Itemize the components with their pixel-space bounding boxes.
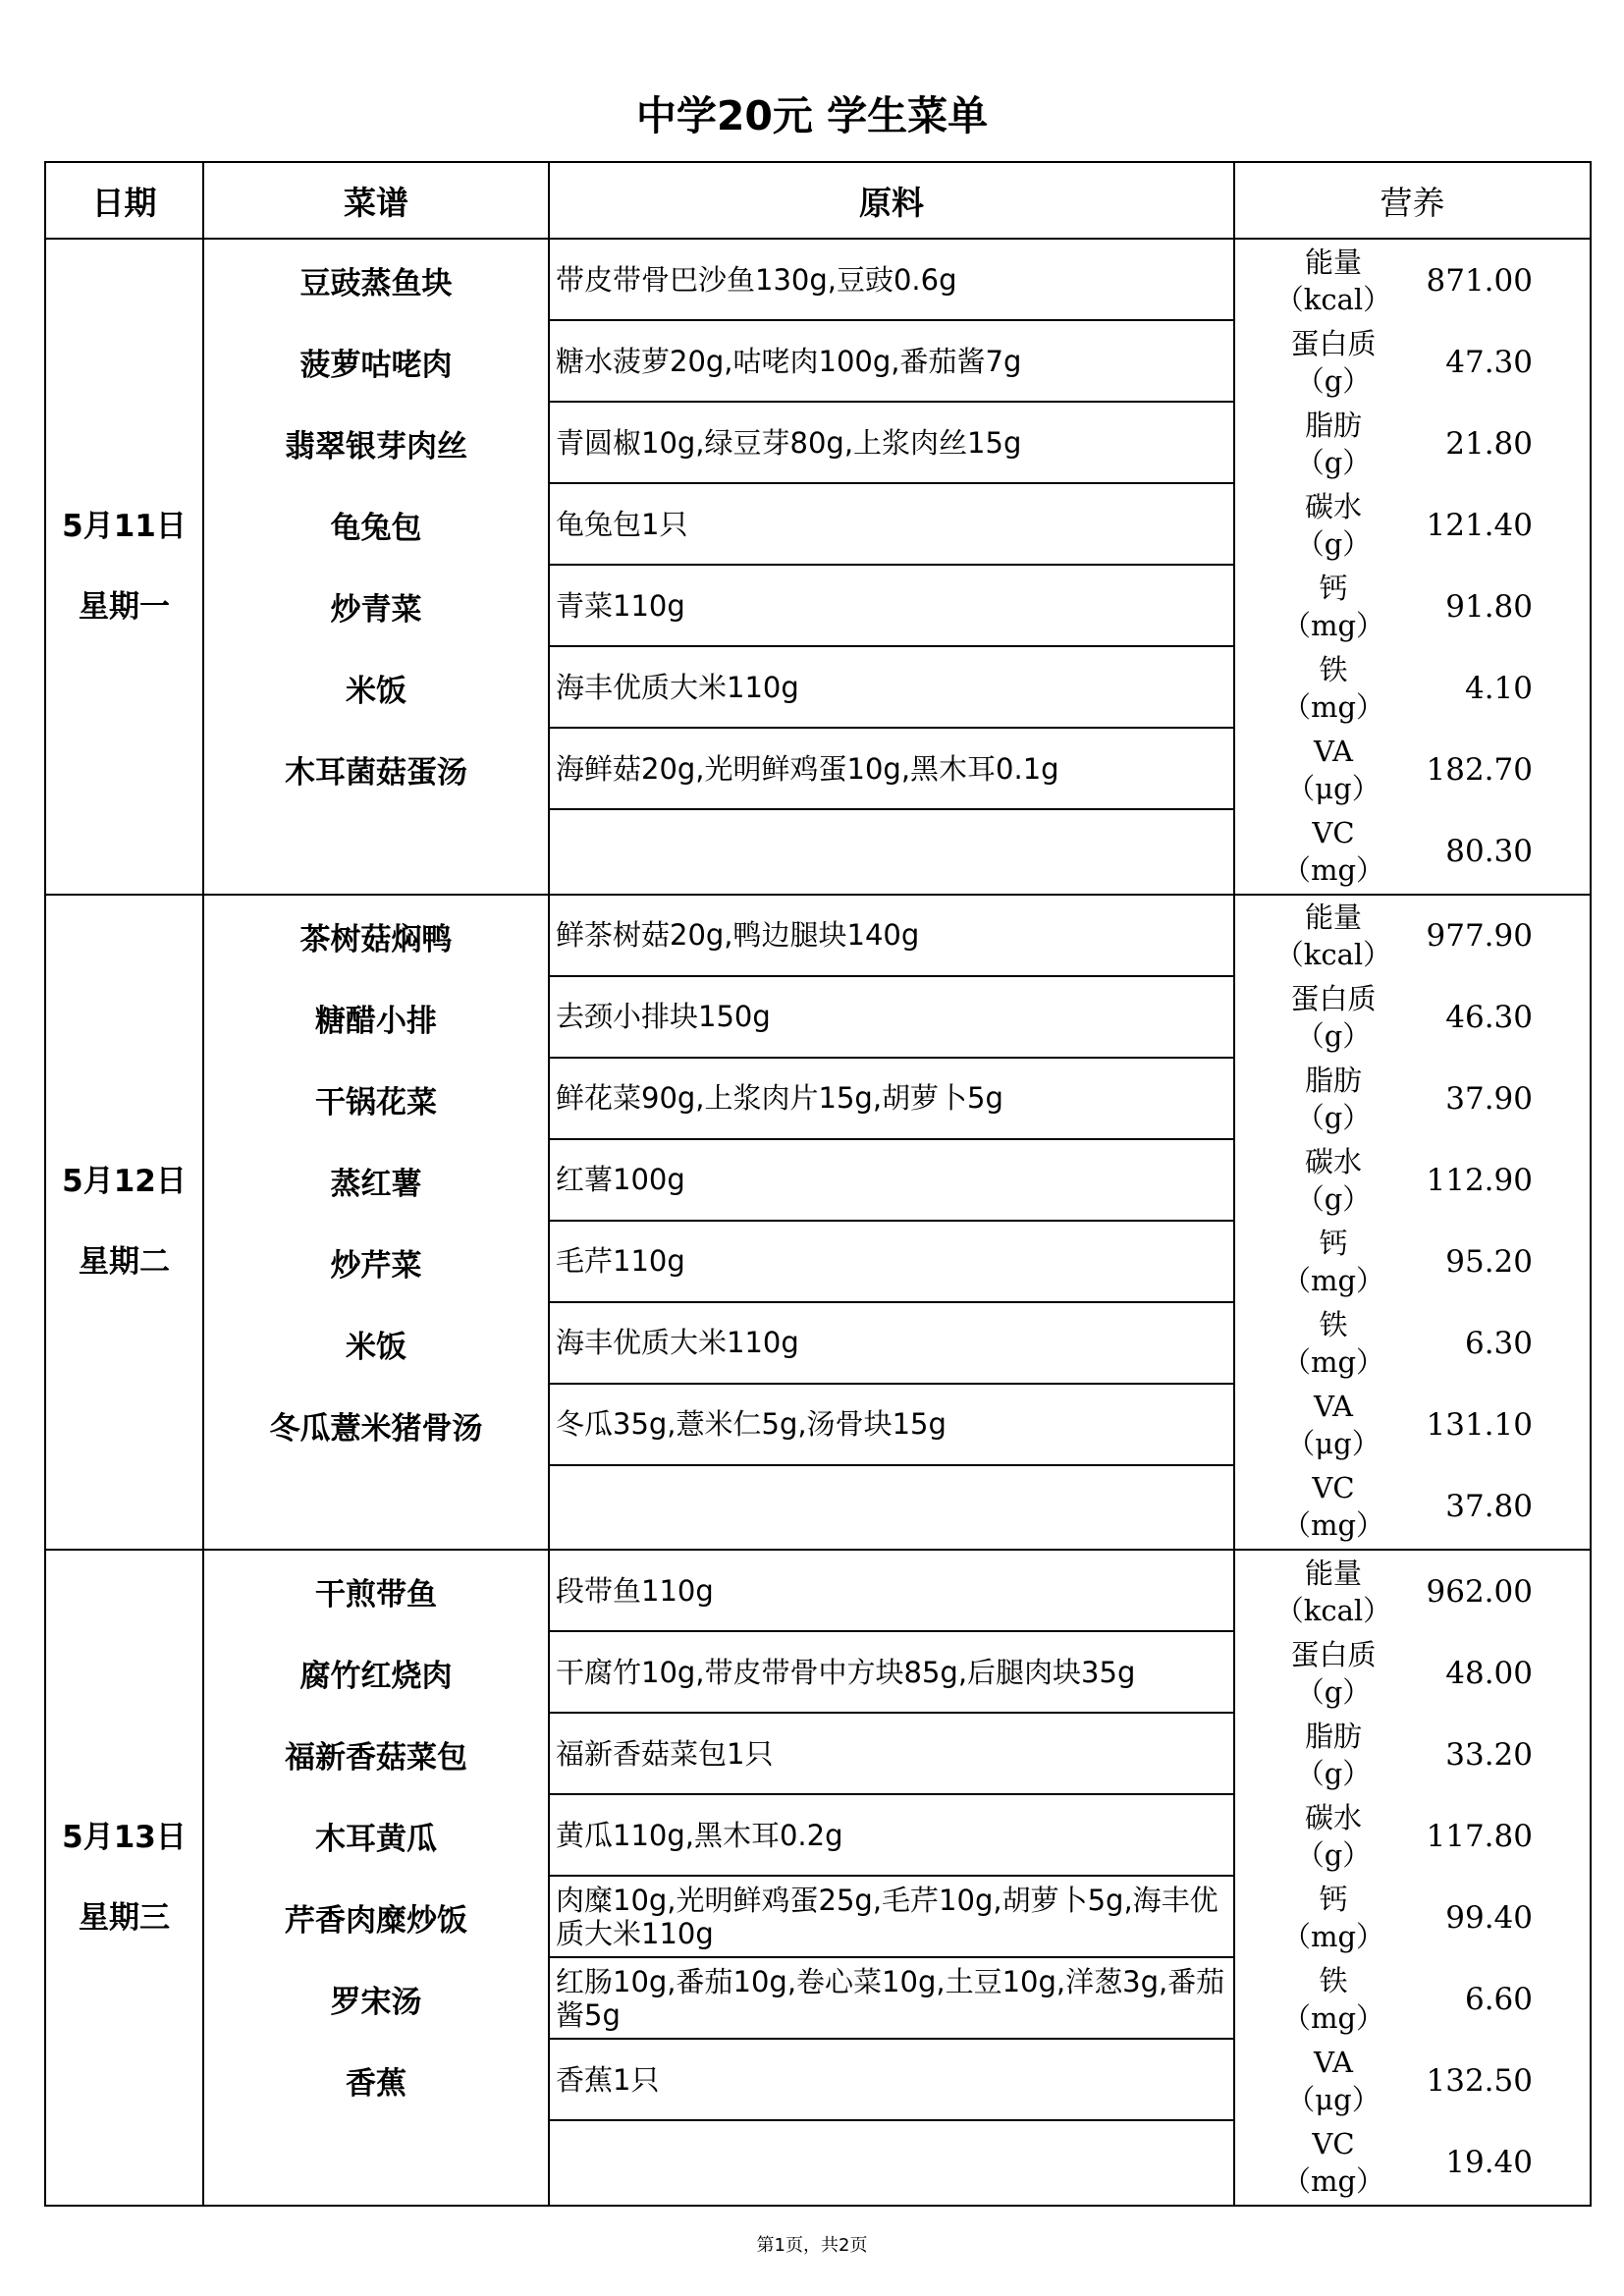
nutrient-name: 钙 [1319,1227,1348,1261]
nutrition-label [1265,2125,1402,2200]
weekday-text: 星期一 [79,588,170,625]
nutrient-unit: （mg） [1281,1264,1385,1298]
nutrient-unit: （kcal） [1274,938,1392,972]
nutrition-label [1265,1306,1402,1381]
date-cell [45,1550,203,2206]
nutrition-label [1265,814,1402,889]
nutrition-row [1235,647,1590,729]
nutrient-unit: （g） [1295,526,1372,561]
ingredient-cell [550,1466,1233,1548]
nutrient-name: VC [1312,815,1355,849]
dish-name: 菠萝咕咾肉 [299,348,453,383]
nutrient-value: 91.80 [1445,588,1533,625]
menu-table [44,161,1592,2207]
nutrient-name: 脂肪 [1304,408,1362,442]
nutrient-unit: （μg） [1286,2082,1380,2116]
header-nutrition: 营养 [1234,162,1591,239]
nutrition-row [1235,321,1590,403]
nutrient-unit: （kcal） [1274,282,1392,316]
nutrient-value: 6.30 [1464,1326,1533,1362]
ingredient-cell: 冬瓜35g,薏米仁5g,汤骨块15g [550,1385,1233,1466]
nutrient-value: 871.00 [1426,262,1533,299]
nutrition-column [1234,239,1591,895]
nutrient-value: 19.40 [1445,2144,1533,2180]
nutrition-label [1265,899,1402,973]
nutrient-name: 脂肪 [1304,1064,1362,1098]
nutrient-value: 37.90 [1445,1081,1533,1118]
dish-name [204,810,548,892]
day-row [45,239,1591,895]
nutrition-row [1235,484,1590,566]
header-ingredients: 原料 [549,162,1234,239]
ingredient-cell [550,2121,1233,2203]
nutrition-row [1235,566,1590,647]
nutrition-row [1235,1140,1590,1222]
nutrition-label [1265,1225,1402,1299]
nutrient-unit: （mg） [1281,1508,1385,1543]
ingredient-cell: 海丰优质大米110g [550,1303,1233,1385]
nutrition-row [1235,1059,1590,1140]
nutrition-row [1235,1303,1590,1385]
nutrient-value: 99.40 [1445,1899,1533,1936]
nutrition-row [1235,2040,1590,2121]
ingredient-cell: 青圆椒10g,绿豆芽80g,上浆肉丝15g [550,403,1233,484]
nutrition-label [1265,1469,1402,1544]
nutrient-unit: （mg） [1281,608,1385,642]
dish-name: 米饭 [346,674,406,709]
nutrient-name: VC [1312,1471,1355,1505]
nutrient-name: 脂肪 [1304,1719,1362,1753]
nutrient-name: 能量 [1304,901,1362,935]
dish-name: 木耳菌菇蛋汤 [285,755,467,791]
nutrient-value: 48.00 [1445,1655,1533,1691]
day-row [45,895,1591,1551]
nutrition-label [1265,651,1402,726]
nutrition-label [1265,325,1402,400]
nutrient-name: 碳水 [1304,489,1362,523]
dish-name: 罗宋汤 [330,1985,422,2021]
nutrition-row [1235,1466,1590,1548]
nutrition-label [1265,1143,1402,1218]
nutrition-row [1235,1714,1590,1795]
ingredients-column [549,895,1234,1551]
nutrient-unit: （g） [1295,1182,1372,1217]
nutrition-row [1235,1222,1590,1303]
nutrition-row [1235,1385,1590,1466]
nutrition-label [1265,2044,1402,2118]
dish-name: 蒸红薯 [330,1166,422,1202]
ingredient-cell: 毛芹110g [550,1222,1233,1303]
nutrition-label [1265,1799,1402,1874]
nutrition-column [1234,1550,1591,2206]
ingredient-cell: 红薯100g [550,1140,1233,1222]
ingredient-cell: 干腐竹10g,带皮带骨中方块85g,后腿肉块35g [550,1632,1233,1714]
nutrient-name: 碳水 [1304,1145,1362,1179]
nutrient-name: 能量 [1304,1556,1362,1590]
page-title: 中学20元 学生菜单 [635,92,989,139]
nutrition-label [1265,1881,1402,1955]
nutrient-name: 蛋白质 [1290,982,1377,1016]
nutrient-name: VA [1314,1390,1353,1424]
header-date: 日期 [45,162,203,239]
nutrition-label [1265,733,1402,807]
nutrient-value: 21.80 [1445,425,1533,462]
nutrient-unit: （g） [1295,1101,1372,1135]
nutrition-row [1235,2121,1590,2203]
nutrient-value: 962.00 [1426,1573,1533,1610]
nutrient-value: 37.80 [1445,1489,1533,1525]
nutrition-label [1265,244,1402,318]
ingredient-cell: 青菜110g [550,566,1233,647]
date-cell [45,895,203,1551]
nutrient-unit: （mg） [1281,689,1385,724]
nutrient-value: 4.10 [1464,670,1533,706]
nutrient-value: 131.10 [1426,1407,1533,1444]
ingredient-cell: 糖水菠萝20g,咕咾肉100g,番茄酱7g [550,321,1233,403]
nutrient-unit: （g） [1295,1837,1372,1872]
nutrition-row [1235,977,1590,1059]
nutrition-row [1235,1632,1590,1714]
date-cell [45,239,203,895]
ingredient-cell: 黄瓜110g,黑木耳0.2g [550,1795,1233,1877]
dish-name: 豆豉蒸鱼块 [299,266,453,301]
nutrition-label [1265,1388,1402,1462]
dish-name: 干锅花菜 [315,1084,437,1121]
dish-column [203,239,549,895]
dish-name: 木耳黄瓜 [315,1822,437,1858]
nutrient-name: 蛋白质 [1290,1637,1377,1671]
nutrient-value: 80.30 [1445,833,1533,869]
nutrient-unit: （g） [1295,363,1372,398]
nutrient-name: 铁 [1319,1308,1348,1342]
nutrition-row [1235,403,1590,484]
header-row [45,162,1591,239]
ingredient-cell: 鲜茶树菇20g,鸭边腿块140g [550,896,1233,977]
nutrient-value: 47.30 [1445,344,1533,380]
nutrient-name: 钙 [1319,1882,1348,1916]
nutrition-label [1265,1962,1402,2037]
nutrient-name: VA [1314,2045,1353,2079]
nutrition-label [1265,488,1402,563]
nutrition-row [1235,1958,1590,2040]
nutrition-label [1265,1718,1402,1792]
nutrient-name: 铁 [1319,652,1348,686]
nutrient-unit: （mg） [1281,2163,1385,2198]
nutrient-name: 能量 [1304,245,1362,279]
nutrient-value: 33.20 [1445,1736,1533,1773]
nutrition-label [1265,1062,1402,1136]
nutrient-unit: （g） [1295,445,1372,479]
dish-name: 腐竹红烧肉 [299,1659,453,1695]
day-row [45,1550,1591,2206]
dish-name: 炒青菜 [330,592,422,628]
nutrient-value: 977.90 [1426,918,1533,955]
ingredient-cell: 红肠10g,番茄10g,卷心菜10g,土豆10g,洋葱3g,番茄酱5g [550,1958,1233,2040]
dish-name: 茶树菇焖鸭 [299,921,453,957]
ingredient-cell [550,810,1233,892]
ingredient-cell: 鲜花菜90g,上浆肉片15g,胡萝卜5g [550,1059,1233,1140]
weekday-text: 星期二 [79,1244,170,1281]
nutrient-unit: （mg） [1281,852,1385,887]
ingredient-cell: 龟兔包1只 [550,484,1233,566]
nutrition-row [1235,1551,1590,1632]
ingredients-column [549,239,1234,895]
date-text: 5月12日 [62,1164,187,1200]
dish-column [203,1550,549,2206]
dish-name: 龟兔包 [330,511,422,546]
nutrition-row [1235,810,1590,892]
nutrition-column [1234,895,1591,1551]
nutrition-row [1235,896,1590,977]
nutrient-name: VC [1312,2126,1355,2160]
nutrient-name: 碳水 [1304,1800,1362,1834]
nutrition-label [1265,1555,1402,1629]
nutrient-unit: （g） [1295,1674,1372,1709]
dish-name: 芹香肉糜炒饭 [285,1903,467,1940]
dish-name: 糖醋小排 [315,1003,437,1039]
dish-name: 干煎带鱼 [315,1577,437,1613]
nutrition-row [1235,1795,1590,1877]
nutrient-name: 钙 [1319,571,1348,605]
ingredient-cell: 海丰优质大米110g [550,647,1233,729]
nutrient-unit: （μg） [1286,771,1380,805]
page-footer: 第1页，共2页 [756,2235,868,2256]
nutrient-unit: （g） [1295,1019,1372,1054]
nutrient-name: VA [1314,734,1353,768]
dish-column [203,895,549,1551]
nutrient-value: 117.80 [1426,1818,1533,1854]
nutrient-unit: （g） [1295,1756,1372,1790]
nutrient-value: 182.70 [1426,751,1533,788]
nutrition-row [1235,729,1590,810]
nutrition-label [1265,407,1402,481]
dish-name: 福新香菇菜包 [285,1740,467,1777]
nutrient-unit: （mg） [1281,1345,1385,1380]
nutrient-value: 132.50 [1426,2062,1533,2099]
nutrient-unit: （mg） [1281,1919,1385,1953]
nutrient-value: 112.90 [1426,1163,1533,1199]
nutrient-value: 121.40 [1426,507,1533,543]
ingredient-cell: 福新香菇菜包1只 [550,1714,1233,1795]
dish-name: 香蕉 [346,2066,406,2103]
dish-name: 翡翠银芽肉丝 [285,429,467,465]
ingredient-cell: 去颈小排块150g [550,977,1233,1059]
nutrition-label [1265,1636,1402,1711]
dish-name [204,1466,548,1548]
nutrient-unit: （mg） [1281,2000,1385,2035]
nutrient-value: 95.20 [1445,1244,1533,1281]
date-text: 5月11日 [62,508,187,544]
nutrient-name: 铁 [1319,1963,1348,1997]
weekday-text: 星期三 [79,1900,170,1937]
date-text: 5月13日 [62,1820,187,1856]
nutrient-value: 6.60 [1464,1981,1533,2017]
dish-name [204,2121,548,2203]
ingredient-cell: 带皮带骨巴沙鱼130g,豆豉0.6g [550,240,1233,321]
nutrition-row [1235,240,1590,321]
nutrition-label [1265,980,1402,1055]
ingredients-column [549,1550,1234,2206]
nutrient-value: 46.30 [1445,1000,1533,1036]
ingredient-cell: 段带鱼110g [550,1551,1233,1632]
ingredient-cell: 香蕉1只 [550,2040,1233,2121]
nutrition-label [1265,570,1402,644]
ingredient-cell: 海鲜菇20g,光明鲜鸡蛋10g,黑木耳0.1g [550,729,1233,810]
nutrition-row [1235,1877,1590,1958]
dish-name: 米饭 [346,1329,406,1365]
nutrient-name: 蛋白质 [1290,326,1377,360]
dish-name: 冬瓜薏米猪骨汤 [269,1410,483,1447]
header-dish: 菜谱 [203,162,549,239]
ingredient-cell: 肉糜10g,光明鲜鸡蛋25g,毛芹10g,胡萝卜5g,海丰优质大米110g [550,1877,1233,1958]
dish-name: 炒芹菜 [330,1247,422,1284]
nutrient-unit: （μg） [1286,1427,1380,1461]
nutrient-unit: （kcal） [1274,1593,1392,1627]
